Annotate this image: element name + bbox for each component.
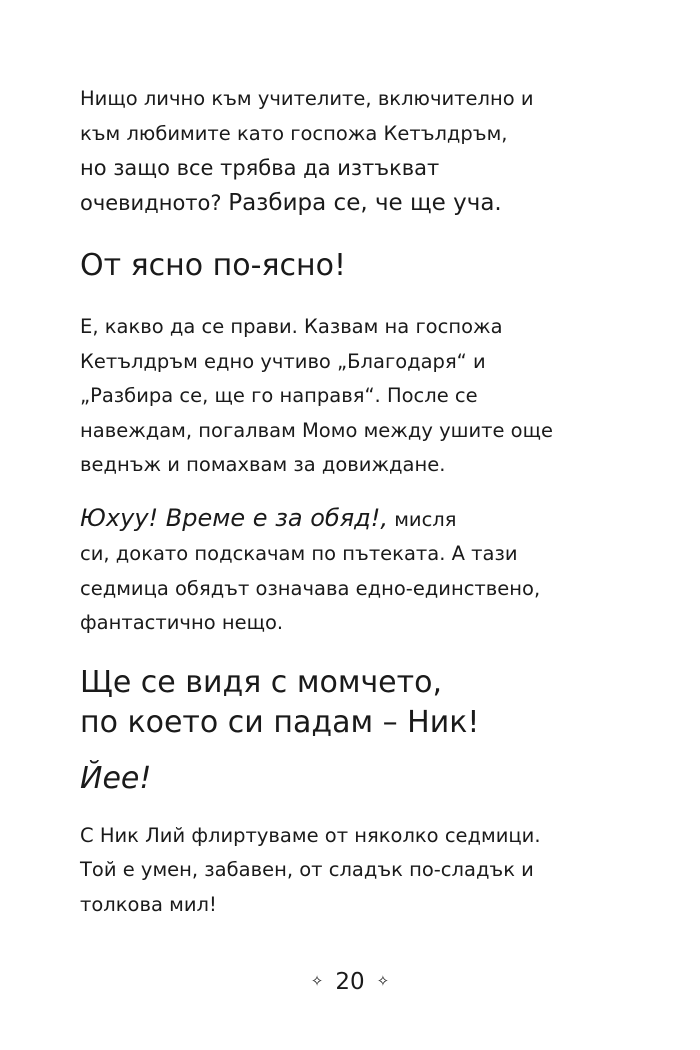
- heading-3: Йее!: [80, 760, 152, 796]
- paragraph-1: [80, 82, 640, 220]
- paragraph-3-line-1-end: мисля: [394, 507, 457, 531]
- paragraph-2-line-2: Кетълдръм едно учтиво „Благодаря“ и: [80, 349, 486, 373]
- paragraph-3-line-3: седмица обядът означава едно-единствено,: [80, 576, 541, 600]
- paragraph-1-line-4-emphasis: Разбира се, че ще уча.: [228, 189, 502, 216]
- paragraph-3-line-2: си, докато подскачам по пътеката. А тази: [80, 542, 518, 565]
- paragraph-1-line-2: към любимите като госпожа Кетълдръм,: [80, 121, 508, 145]
- paragraph-3: [80, 501, 640, 641]
- paragraph-4: [80, 819, 640, 923]
- page-footer: [0, 966, 700, 997]
- paragraph-4-line-3: толкова мил!: [80, 892, 217, 916]
- page-number: 20: [335, 969, 365, 995]
- paragraph-2: [80, 310, 640, 483]
- paragraph-1-line-4: [80, 186, 640, 221]
- paragraph-2-line-1: Е, какво да се прави. Казвам на госпожа: [80, 315, 503, 338]
- paragraph-4-line-1: С Ник Лий флиртуваме от няколко седмици.: [80, 823, 541, 847]
- heading-2-line-1: Ще се видя с момчето,: [80, 664, 442, 700]
- paragraph-3-line-1: [80, 501, 640, 538]
- heading-1: От ясно по-ясно!: [80, 248, 347, 283]
- paragraph-3-exclamation: Юхуу! Време е за обяд!,: [80, 503, 388, 532]
- paragraph-2-line-5: веднъж и помахвам за довиждане.: [80, 453, 446, 476]
- paragraph-2-line-4: навеждам, погалвам Момо между ушите още: [80, 418, 553, 442]
- paragraph-4-line-2: Той е умен, забавен, от сладък по-сладък и: [80, 858, 534, 881]
- paragraph-1-line-3: но защо все трябва да изтъкват: [80, 156, 440, 180]
- paragraph-3-line-4: фантастично нещо.: [80, 611, 284, 634]
- paragraph-1-line-4-start: очевидното?: [80, 190, 222, 215]
- heading-2-line-2: по което си падам – Ник!: [80, 704, 480, 740]
- paragraph-1-line-1: Нищо лично към учителите, включително и: [80, 87, 534, 110]
- ornament-star-icon: ✧: [376, 972, 390, 990]
- ornament-star-icon: ✧: [310, 972, 324, 990]
- page-body: [80, 82, 640, 922]
- heading-2: [80, 663, 640, 743]
- paragraph-2-line-3: „Разбира се, ще го направя“. После се: [80, 384, 478, 407]
